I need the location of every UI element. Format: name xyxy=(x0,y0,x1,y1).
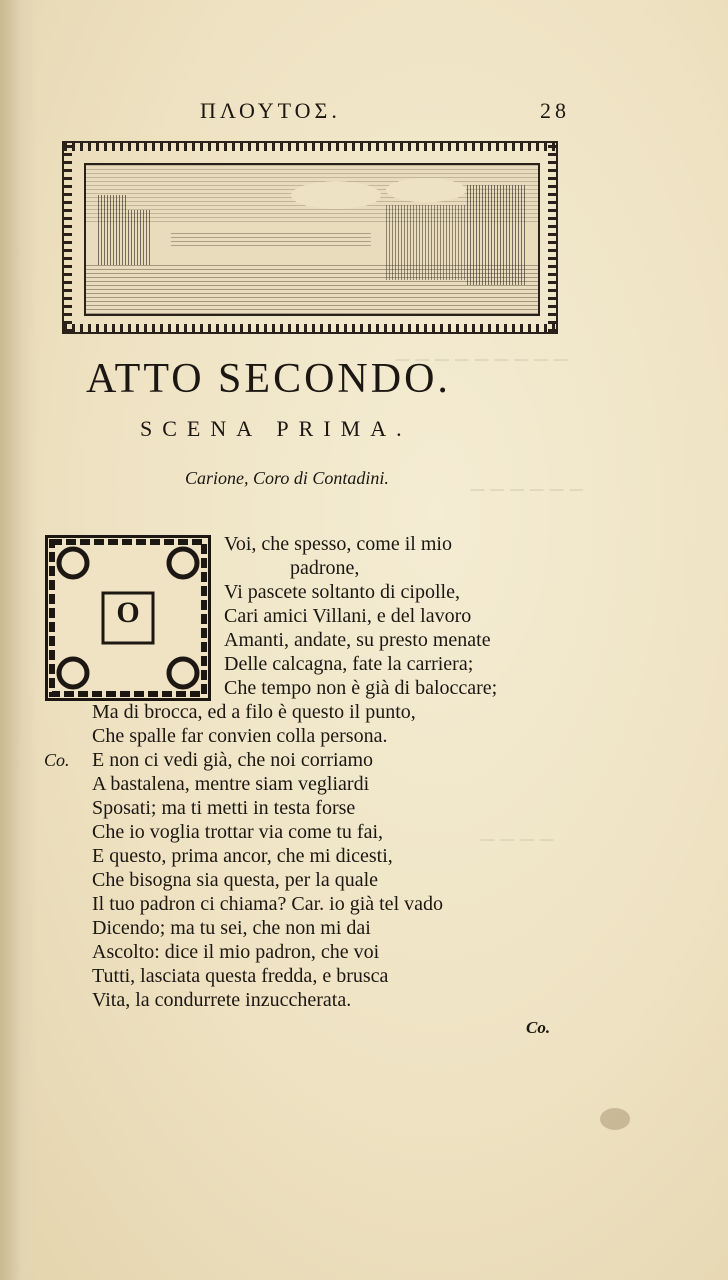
engraved-landscape-image xyxy=(84,163,540,316)
verse-line: Vita, la condurrete inzuccherata. xyxy=(92,989,352,1011)
scene-title: SCENA PRIMA. xyxy=(140,416,412,441)
paper-stain xyxy=(600,1108,630,1130)
verse-line: Cari amici Villani, e del lavoro xyxy=(224,605,472,627)
verse-line: Delle calcagna, fate la carriera; xyxy=(224,653,474,675)
bleed-through: — — — — — — — — — xyxy=(395,350,569,368)
page-number: 28 xyxy=(540,98,570,123)
verse-line: Amanti, andate, su presto menate xyxy=(224,629,491,651)
verse-line: E non ci vedi già, che noi corriamo xyxy=(92,749,374,771)
verse-line: padrone, xyxy=(290,557,360,579)
verse-line: Sposati; ma ti metti in testa forse xyxy=(92,797,356,819)
bleed-through: — — — — — — xyxy=(470,480,584,498)
headpiece-ornament xyxy=(62,141,558,334)
verse-line: Tutti, lasciata questa fredda, e brusca xyxy=(92,965,389,987)
verse-line: E questo, prima ancor, che mi dicesti, xyxy=(92,845,393,867)
book-spine-shadow xyxy=(0,0,38,1280)
verse-line: Vi pascete soltanto di cipolle, xyxy=(224,581,460,603)
verse-line: Dicendo; ma tu sei, che non mi dai xyxy=(92,917,371,939)
catchword: Co. xyxy=(526,1018,551,1037)
character-list: Carione, Coro di Contadini. xyxy=(185,468,389,488)
verse-line: Che bisogna sia questa, per la quale xyxy=(92,869,379,891)
verse-line: Ascolto: dice il mio padron, che voi xyxy=(92,941,380,963)
bleed-through: — — — — xyxy=(480,830,555,848)
act-title: ATTO SECONDO. xyxy=(86,356,451,402)
verse-line: Che spalle far convien colla persona. xyxy=(92,725,388,747)
verse-line: Che io voglia trottar via come tu fai, xyxy=(92,821,384,843)
speaker-label: Co. xyxy=(44,750,70,770)
verse-line: A bastalena, mentre siam vegliardi xyxy=(92,773,370,795)
decorated-initial xyxy=(45,535,211,701)
verse-line: Il tuo padron ci chiama? Car. io già tel vado xyxy=(92,893,443,915)
verse-line: Voi, che spesso, come il mio xyxy=(224,533,452,555)
verse-line: Ma di brocca, ed a filo è questo il punto, xyxy=(92,701,416,723)
verse-line: Che tempo non è già di baloccare; xyxy=(224,677,498,699)
running-head-title: ΠΛΟΥΤΟΣ. xyxy=(200,98,341,123)
drop-cap-letter: O xyxy=(116,596,140,629)
